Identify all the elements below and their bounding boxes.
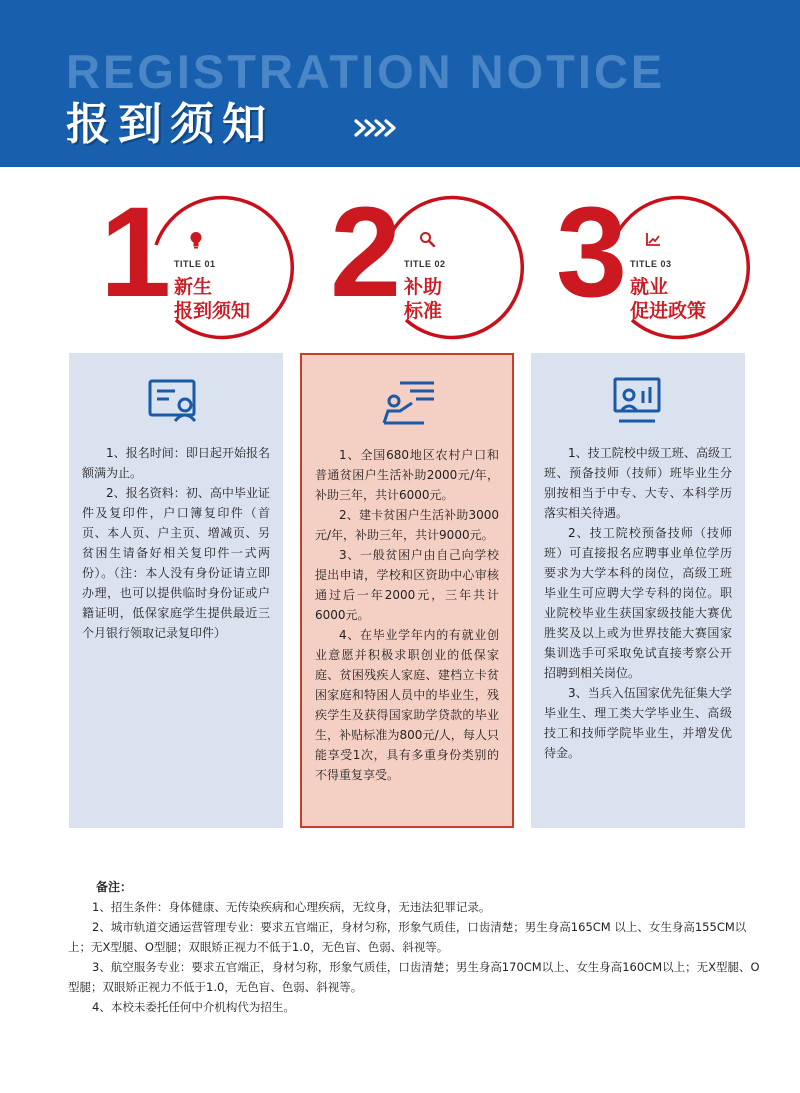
note-item: 3、航空服务专业：要求五官端正，身材匀称，形象气质佳，口齿清楚；男生身高170CM以上、女生身高160CM以上；无X型腿、O型腿；双眼矫正视力不低于1.0，无色盲、色弱、斜视等。 — [68, 960, 760, 994]
notes-section — [68, 877, 768, 1017]
info-column-employment — [531, 353, 745, 828]
title-small-label: TITLE 03 — [630, 259, 672, 269]
trend-chart-icon — [645, 231, 661, 247]
notes-heading: 备注： — [96, 880, 133, 894]
title-block-1 — [82, 181, 322, 355]
chevrons-right-icon — [352, 117, 398, 139]
column-paragraph: 2、技工院校预备技师（技师班）可直接报名应聘事业单位学历要求为大学本科的岗位，高级工班毕业生可应聘大学专科的岗位。职业院校毕业生获国家级技能大赛优胜奖及以上或为世界技能大赛国家集训选手可采取免试直接考察公开招聘到相关岗位。 — [544, 526, 732, 680]
title-small-label: TITLE 01 — [174, 259, 216, 269]
column-paragraph: 1、全国680地区农村户口和普通贫困户生活补助2000元/年，补助三年，共计6000元。 — [315, 448, 499, 502]
column-paragraph: 2、建卡贫困户生活补助3000元/年，补助三年，共计9000元。 — [315, 508, 499, 542]
note-item: 1、招生条件：身体健康、无传染疾病和心理疾病，无纹身，无违法犯罪记录。 — [92, 900, 491, 914]
title-line-2: 报到须知 — [174, 300, 251, 322]
column-paragraph: 1、报名时间：即日起开始报名额满为止。 — [82, 446, 270, 480]
title-number: 2 — [330, 181, 402, 324]
note-item: 2、城市轨道交通运营管理专业：要求五官端正，身材匀称，形象气质佳，口齿清楚；男生身高165CM 以上、女生身高155CM以上；无X型腿、O型腿；双眼矫正视力不低于1.0，无色盲、色弱、斜视等。 — [68, 920, 747, 954]
column-paragraph: 3、一般贫困户由自己向学校提出申请，学校和区资助中心审核通过后一年2000元，三年共计6000元。 — [315, 548, 499, 622]
presenter-screen-icon — [609, 375, 667, 425]
page-title: 报到须知 — [66, 99, 274, 150]
magnifier-icon — [419, 231, 435, 247]
id-card-person-icon — [147, 375, 205, 425]
title-line-1: 新生 — [174, 276, 213, 298]
title-line-2: 标准 — [404, 300, 443, 322]
teacher-board-icon — [380, 377, 438, 427]
title-block-2 — [312, 181, 552, 355]
header-ghost-text: REGISTRATION NOTICE — [66, 45, 666, 98]
note-item: 4、本校未委托任何中介机构代为招生。 — [92, 1000, 295, 1014]
column-paragraph: 3、当兵入伍国家优先征集大学毕业生、理工类大学毕业生、高级技工和技师学院毕业生，并增发优待金。 — [544, 686, 732, 760]
title-number: 1 — [100, 181, 172, 324]
title-line-1: 补助 — [404, 276, 443, 298]
info-column-subsidy — [300, 353, 514, 828]
lightbulb-icon — [189, 231, 203, 249]
title-small-label: TITLE 02 — [404, 259, 446, 269]
header-band — [0, 0, 800, 167]
column-paragraph: 2、报名资料：初、高中毕业证件及复印件，户口簿复印件（首页、本人页、户主页、增减页、另贫困生请备好相关复印件一式两份）。（注：本人没有身份证请立即办理，也可以提供临时身份证或户籍证明，低保家庭学生提供最近三个月银行领取记录复印件） — [82, 486, 270, 640]
title-line-2: 促进政策 — [630, 300, 707, 322]
title-line-1: 就业 — [630, 276, 669, 298]
title-block-3 — [538, 181, 778, 355]
column-paragraph: 1、技工院校中级工班、高级工班、预备技师（技师）班毕业生分别按相当于中专、大专、本科学历落实相关待遇。 — [544, 446, 732, 520]
title-number: 3 — [556, 181, 628, 324]
column-paragraph: 4、在毕业学年内的有就业创业意愿并积极求职创业的低保家庭、贫困残疾人家庭、建档立卡贫困家庭和特困人员中的毕业生，残疾学生及获得国家助学贷款的毕业生，补贴标准为800元/人，每人只能享受1次，具有多重身份类别的不得重复享受。 — [315, 628, 499, 782]
info-column-registration — [69, 353, 283, 828]
